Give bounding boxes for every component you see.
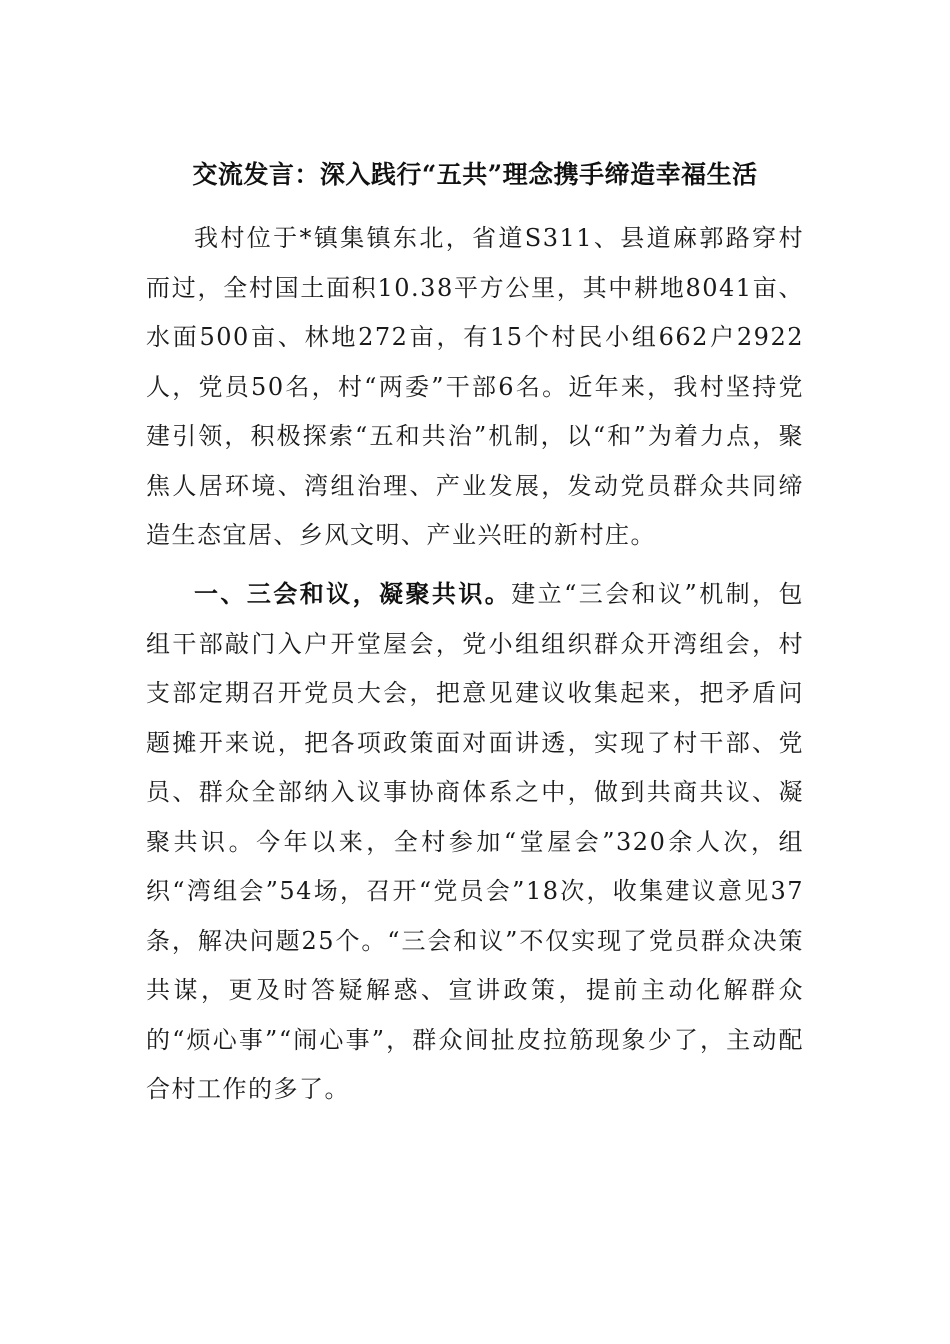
section-1-body: 建立“三会和议”机制，包组干部敲门入户开堂屋会，党小组组织群众开湾组会，村支部定期召开党员大会，把意见建议收集起来，把矛盾问题摊开来说，把各项政策面对面讲透，实现了村干部、党员、群众全部纳入议事协商体系之中，做到共商共议、凝聚共识。今年以来，全村参加“堂屋会”320余人次，组织“湾组会”54场，召开“党员会”18次，收集建议意见37条，解决问题25个。“三会和议”不仅实现了党员群众决策共谋，更及时答疑解惑、宣讲政策，提前主动化解群众的“烦心事”“闹心事”，群众间扯皮拉筋现象少了，主动配合村工作的多了。 bbox=[146, 580, 805, 1103]
intro-paragraph: 我村位于*镇集镇东北，省道S311、县道麻郭路穿村而过，全村国土面积10.38平方公里，其中耕地8041亩、水面500亩、林地272亩，有15个村民小组662户2922人，党员50名，村“两委”干部6名。近年来，我村坚持党建引领，积极探索“五和共治”机制，以“和”为着力点，聚焦人居环境、湾组治理、产业发展，发动党员群众共同缔造生态宜居、乡风文明、产业兴旺的新村庄。 bbox=[146, 224, 804, 549]
document-title: 交流发言：深入践行“五共”理念携手缔造幸福生活 bbox=[192, 160, 758, 189]
section-1-paragraph bbox=[146, 569, 804, 1115]
section-1-heading: 一、三会和议，凝聚共识。 bbox=[194, 579, 512, 608]
